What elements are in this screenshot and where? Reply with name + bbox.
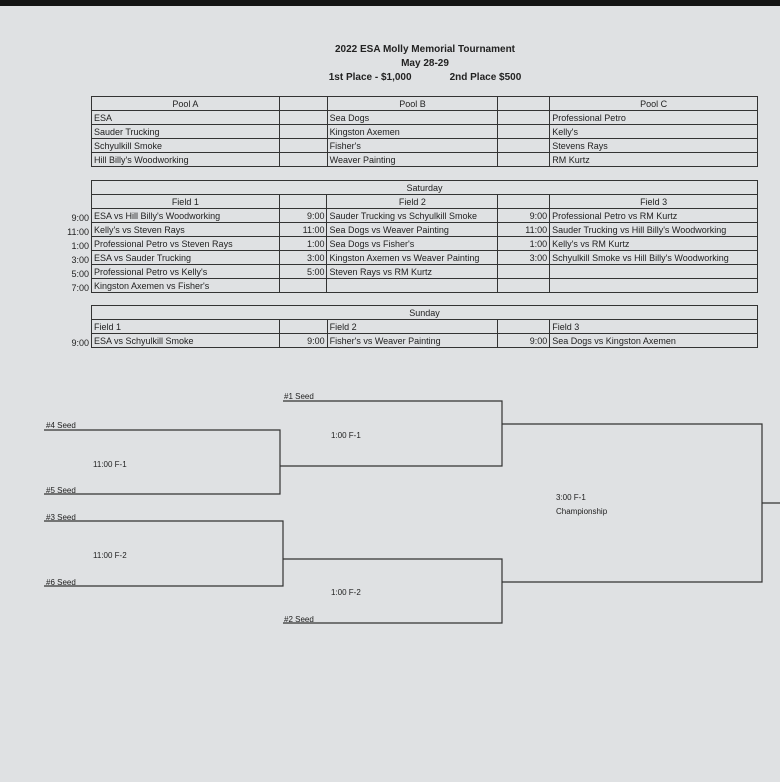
- pool-a-team: Sauder Trucking: [92, 125, 280, 139]
- pool-b-team: Weaver Painting: [327, 153, 498, 167]
- sat-f3-match: Sauder Trucking vs Hill Billy's Woodworking: [550, 223, 758, 237]
- bracket-line-final: [502, 424, 762, 582]
- sat-f3-time: 1:00: [498, 237, 550, 251]
- sat-f2-time: 5:00: [279, 265, 327, 279]
- pool-b-team: Sea Dogs: [327, 111, 498, 125]
- first-place-prize: 1st Place - $1,000: [328, 72, 412, 83]
- seed-5-label: #5 Seed: [46, 486, 76, 495]
- seed-6-label: #6 Seed: [46, 578, 76, 587]
- pool-a-team: Hill Billy's Woodworking: [92, 153, 280, 167]
- sat-f3-time: 11:00: [498, 223, 550, 237]
- sun-field1-header: Field 1: [92, 320, 280, 334]
- tournament-title: 2022 ESA Molly Memorial Tournament: [334, 44, 516, 55]
- sat-f2-time: 11:00: [279, 223, 327, 237]
- pool-b-team: Kingston Axemen: [327, 125, 498, 139]
- sat-field1-header: Field 1: [92, 195, 280, 209]
- championship-label: Championship: [556, 507, 608, 516]
- sat-f3-time: 9:00: [498, 209, 550, 223]
- pool-a-team: Schyulkill Smoke: [92, 139, 280, 153]
- pool-c-team: Stevens Rays: [550, 139, 758, 153]
- sat-f1-match: Professional Petro vs Kelly's: [92, 265, 280, 279]
- sat-field2-header: Field 2: [327, 195, 498, 209]
- sun-f1-match: ESA vs Schyulkill Smoke: [92, 334, 280, 348]
- game-11-f2-label: 11:00 F-2: [93, 551, 127, 560]
- pool-a-team: ESA: [92, 111, 280, 125]
- sat-f1-match: Professional Petro vs Steven Rays: [92, 237, 280, 251]
- pool-c-team: RM Kurtz: [550, 153, 758, 167]
- sat-field3-header: Field 3: [550, 195, 758, 209]
- sunday-header: Sunday: [92, 306, 758, 320]
- sat-f3-time: 3:00: [498, 251, 550, 265]
- sat-f1-match: Kingston Axemen vs Fisher's: [92, 279, 280, 293]
- game-1-f1-label: 1:00 F-1: [331, 431, 361, 440]
- sat-f3-match: Professional Petro vs RM Kurtz: [550, 209, 758, 223]
- sun-f2-match: Fisher's vs Weaver Painting: [327, 334, 498, 348]
- sat-f2-match: Steven Rays vs RM Kurtz: [327, 265, 498, 279]
- bracket-line-seed1: [280, 401, 502, 466]
- sat-f1-time: 11:00: [67, 227, 89, 237]
- championship-time-label: 3:00 F-1: [556, 493, 586, 502]
- sat-f2-time: 9:00: [279, 209, 327, 223]
- sun-f3-time: 9:00: [498, 334, 550, 348]
- sat-f1-time: 7:00: [71, 283, 89, 293]
- sun-field2-header: Field 2: [327, 320, 498, 334]
- sat-f1-time: 5:00: [71, 269, 89, 279]
- game-1-f2-label: 1:00 F-2: [331, 588, 361, 597]
- second-place-prize: 2nd Place $500: [449, 72, 522, 83]
- bracket-line-seed4-5: [44, 430, 280, 494]
- seed-4-label: #4 Seed: [46, 421, 76, 430]
- bracket-line-seed2: [283, 559, 502, 623]
- seed-1-label: #1 Seed: [284, 392, 314, 401]
- pool-c-header: Pool C: [550, 97, 758, 111]
- tournament-dates: May 28-29: [401, 58, 449, 69]
- bracket-line-seed3-6: [44, 521, 283, 586]
- pool-c-team: Kelly's: [550, 125, 758, 139]
- sat-f2-match: Sea Dogs vs Weaver Painting: [327, 223, 498, 237]
- pool-b-header: Pool B: [327, 97, 498, 111]
- sat-f1-match: Kelly's vs Steven Rays: [92, 223, 280, 237]
- sat-f2-match: Sauder Trucking vs Schyulkill Smoke: [327, 209, 498, 223]
- pool-b-team: Fisher's: [327, 139, 498, 153]
- sat-f2-match: Sea Dogs vs Fisher's: [327, 237, 498, 251]
- sat-f3-match: Kelly's vs RM Kurtz: [550, 237, 758, 251]
- sat-f1-time: 1:00: [71, 241, 89, 251]
- sat-f1-match: ESA vs Sauder Trucking: [92, 251, 280, 265]
- sat-f1-time: 3:00: [71, 255, 89, 265]
- seed-2-label: #2 Seed: [284, 615, 314, 624]
- sat-f2-time: 3:00: [279, 251, 327, 265]
- sat-f1-match: ESA vs Hill Billy's Woodworking: [92, 209, 280, 223]
- game-11-f1-label: 11:00 F-1: [93, 460, 127, 469]
- pool-c-team: Professional Petro: [550, 111, 758, 125]
- sun-f2-time: 9:00: [279, 334, 327, 348]
- pool-a-header: Pool A: [92, 97, 280, 111]
- saturday-header: Saturday: [92, 181, 758, 195]
- sat-f1-time: 9:00: [71, 213, 89, 223]
- seed-3-label: #3 Seed: [46, 513, 76, 522]
- sun-field3-header: Field 3: [550, 320, 758, 334]
- sat-f3-match: Schyulkill Smoke vs Hill Billy's Woodworking: [550, 251, 758, 265]
- sat-f2-time: 1:00: [279, 237, 327, 251]
- sat-f2-match: Kingston Axemen vs Weaver Painting: [327, 251, 498, 265]
- sun-f1-time: 9:00: [71, 338, 89, 348]
- sun-f3-match: Sea Dogs vs Kingston Axemen: [550, 334, 758, 348]
